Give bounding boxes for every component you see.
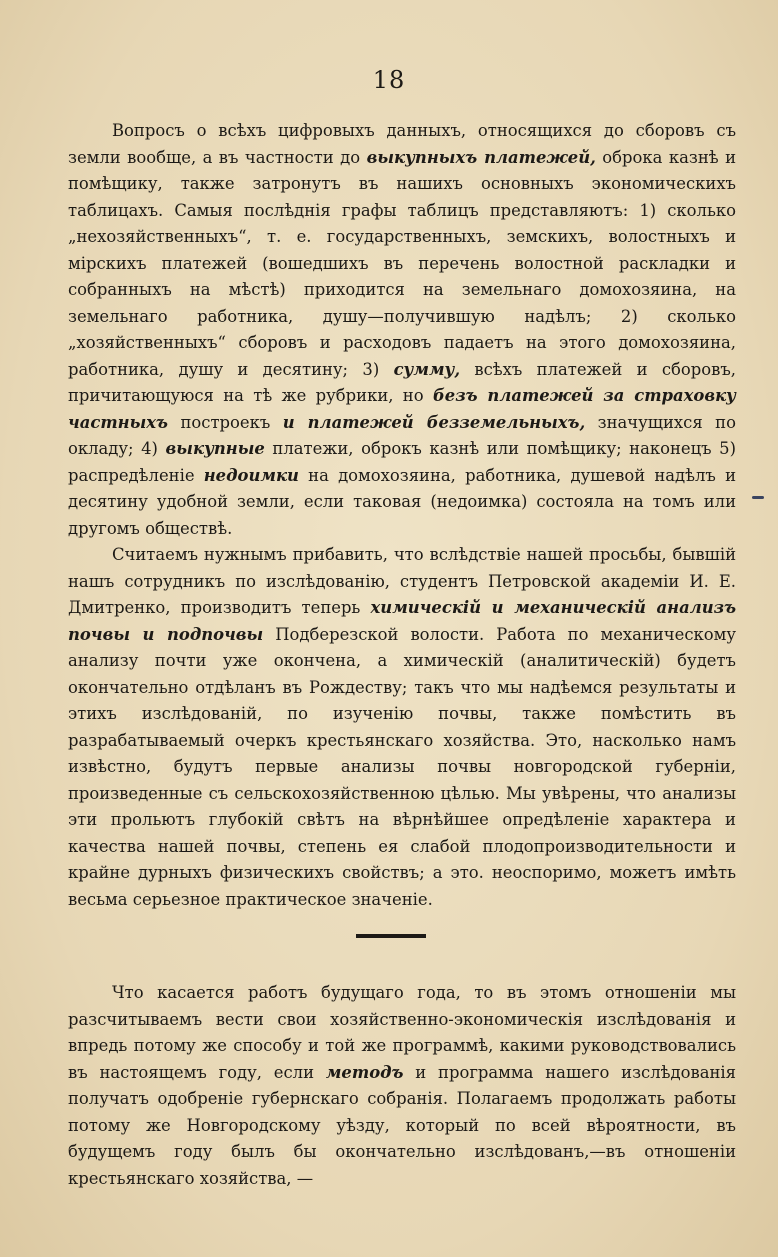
emphasis: химическій и механическій анализъ почвы и подпочвы [68, 598, 736, 644]
emphasis: методъ [325, 1062, 404, 1082]
text-run: Вопросъ о всѣхъ цифровыхъ данныхъ, относящихся до сборовъ съ земли вообще, а въ частности до [68, 121, 736, 167]
text-run: значущихся по окладу; 4) [68, 412, 736, 458]
text-run: оброка казнѣ и помѣщику, также затронутъ въ нашихъ основныхъ экономическихъ таблицахъ. Самыя послѣднія графы таблицъ представляютъ: 1) сколько „нехозяйственныхъ“, т. е. государственныхъ, земскихъ, волостныхъ и мірскихъ платежей (вошедшихъ въ перечень волостной раскладки и собранныхъ на мѣстѣ) приходится на земельнаго домохозяина, на земельнаго работника, душу—получившую надѣлъ; 2) сколько „хозяйственныхъ“ сборовъ и расходовъ падаетъ на этого домохозяина, работника, душу и десятину; 3) [68, 147, 736, 379]
text-block-top [68, 118, 736, 913]
text-run: Считаемъ нужнымъ прибавить, что вслѣдствіе нашей просьбы, бывшій нашъ сотрудникъ по изслѣдованію, студентъ Петровской академіи И. Е. Дмитренко, производитъ теперь [68, 545, 736, 617]
emphasis: выкупныхъ платежей, [366, 147, 596, 167]
text-run: и программа нашего изслѣдованія получатъ одобреніе губернскаго собранія. Полагаемъ продолжать работы потому же Новгородскому уѣзду, который по всей вѣроятности, въ будущемъ году былъ бы окончательно изслѣдованъ,—въ отношеніи крестьянскаго хозяйства, — [68, 1062, 736, 1188]
emphasis: выкупные [165, 439, 265, 458]
text-run: построекъ [167, 412, 283, 432]
text-run: Что касается работъ будущаго года, то въ этомъ отношеніи мы разсчитываемъ вести свои хозяйственно-экономическія изслѣдованія и впредь потому же способу и той же программѣ, какими руководствовались въ настоящемъ году, если [68, 983, 736, 1082]
paragraph-3 [68, 980, 736, 1192]
emphasis: сумму, [393, 359, 461, 379]
text-block-bottom [68, 980, 736, 1192]
text-run: на домохозяина, работника, душевой надѣлъ и десятину удобной земли, если таковая (недоимка) состояла на томъ или другомъ обществѣ. [68, 465, 736, 538]
paragraph-1 [68, 118, 736, 542]
emphasis: и платежей безземельныхъ, [282, 412, 586, 432]
text-run: всѣхъ платежей и сборовъ, причитающуюся на тѣ же рубрики, но [68, 359, 736, 405]
page-number: 18 [372, 66, 406, 94]
text-run: Подберезской волости. Работа по механическому анализу почти уже окончена, а химическій (аналитическій) будетъ окончательно отдѣланъ въ Рождеству; такъ что мы надѣемся результаты и этихъ изслѣдованій, по изученію почвы, также помѣстить въ разрабатываемый очеркъ крестьянскаго хозяйства. Это, насколько намъ извѣстно, будутъ первые анализы почвы новгородской губерніи, произведенные съ сельскохозяйственною цѣлью. Мы увѣрены, что анализы эти прольютъ глубокій свѣтъ на вѣрнѣйшее опредѣленіе характера и качества нашей почвы, степень ея слабой плодопроизводительности и крайне дурныхъ физическихъ свойствъ; а это. неоспоримо, можетъ имѣть весьма серьезное практическое значеніе. [68, 624, 737, 909]
ink-mark [752, 496, 764, 499]
paragraph-2 [68, 542, 736, 913]
section-divider [356, 934, 426, 938]
emphasis: безъ платежей за страховку частныхъ [68, 386, 736, 432]
emphasis: недоимки [203, 465, 299, 485]
text-run: платежи, оброкъ казнѣ или помѣщику; наконецъ 5) распредѣленіе [68, 439, 736, 485]
